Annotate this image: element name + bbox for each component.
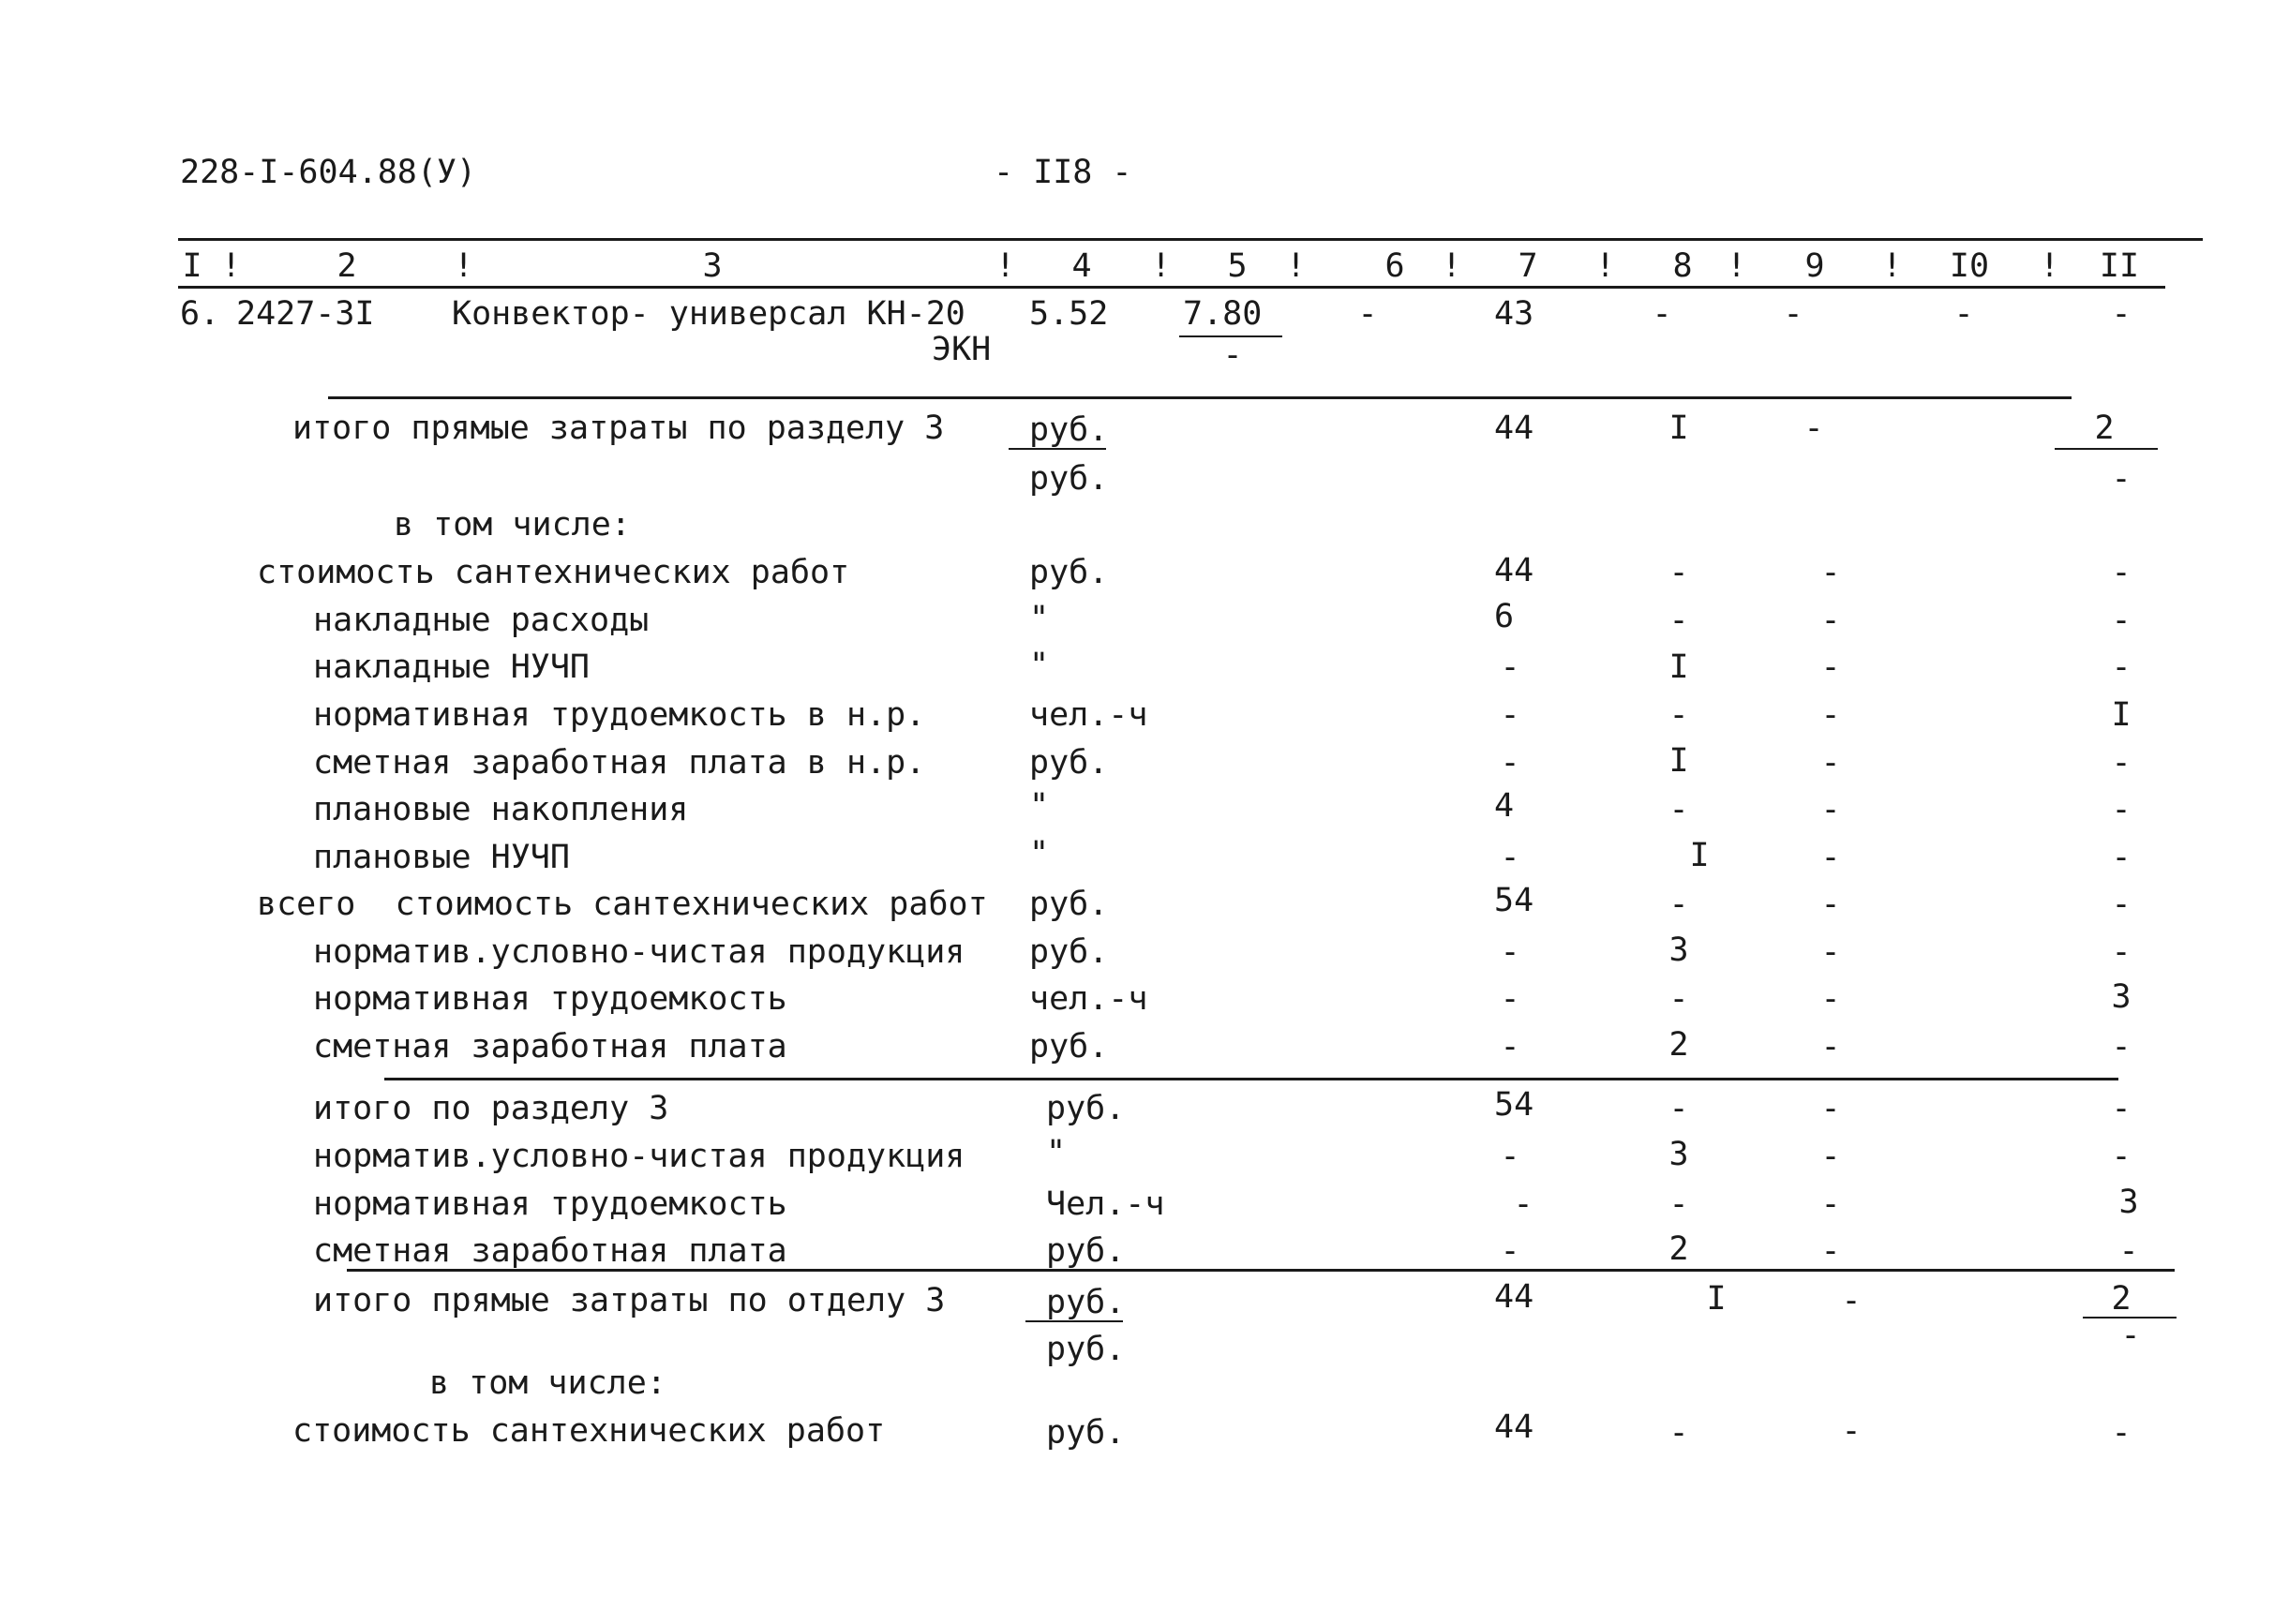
row-col11: - <box>2111 648 2132 686</box>
row-col11: - <box>2111 744 2132 782</box>
row-unit: руб. <box>1029 554 1109 591</box>
column-header-9: 9 <box>1804 247 1825 285</box>
col11-underline <box>2055 448 2158 450</box>
row-col8: - <box>1668 1185 1689 1223</box>
row-label: итого по разделу 3 <box>313 1090 669 1127</box>
row-label: сметная заработная плата в н.р. <box>313 744 926 782</box>
row-unit: руб. <box>1046 1414 1126 1452</box>
row-col9: - <box>1820 839 1841 876</box>
item-code: 2427-3I <box>236 295 375 333</box>
column-separator: ! <box>221 247 242 285</box>
row-col11: - <box>2111 602 2132 639</box>
row-unit: руб. <box>1029 460 1109 498</box>
item-col5-below: - <box>1222 336 1243 374</box>
table-top-rule <box>178 238 2203 241</box>
row-unit: руб. <box>1046 1232 1126 1270</box>
row-col9: - <box>1820 886 1841 923</box>
row-label: стоимость сантехнических работ <box>292 1412 886 1450</box>
row-col11: 2 <box>2111 1280 2132 1318</box>
item-col11: - <box>2111 295 2132 333</box>
item-col7: 43 <box>1494 295 1534 333</box>
column-separator: ! <box>1595 247 1616 285</box>
row-col8: I <box>1668 742 1689 780</box>
row-col9: - <box>1820 1185 1841 1223</box>
row-col9: - <box>1820 791 1841 828</box>
row-col8: 2 <box>1668 1026 1689 1064</box>
row-col8: - <box>1668 886 1689 923</box>
item-col5: 7.80 <box>1183 295 1263 333</box>
row-label: норматив.условно-чистая продукция <box>313 933 965 971</box>
row-col9: - <box>1820 1028 1841 1065</box>
row-unit: " <box>1029 647 1050 684</box>
row-col9: - <box>1841 1412 1862 1450</box>
row-col9: - <box>1803 410 1824 447</box>
column-header-2: 2 <box>337 247 357 285</box>
row-col7: - <box>1500 1138 1520 1175</box>
row-label: сметная заработная плата <box>313 1232 787 1270</box>
column-header-7: 7 <box>1518 247 1538 285</box>
row-col9: - <box>1820 648 1841 686</box>
row-label: всего стоимость сантехнических работ <box>257 886 988 923</box>
row-label: итого прямые затраты по отделу 3 <box>313 1282 946 1319</box>
row-col8: - <box>1668 696 1689 734</box>
row-unit: " <box>1029 600 1050 637</box>
row-col9: - <box>1820 1138 1841 1175</box>
row-col8: - <box>1668 791 1689 828</box>
row-unit: Чел.-ч <box>1046 1185 1165 1223</box>
row-col8: - <box>1668 980 1689 1018</box>
item-col9: - <box>1783 295 1803 333</box>
column-header-6: 6 <box>1384 247 1405 285</box>
row-col8: I <box>1689 837 1710 874</box>
row-col7: - <box>1500 696 1520 734</box>
row-label: плановые НУЧП <box>313 839 570 876</box>
row-col8: 3 <box>1668 931 1689 969</box>
row-col9: - <box>1820 1232 1841 1270</box>
row-col9: - <box>1820 602 1841 639</box>
row-col11: - <box>2118 1232 2139 1270</box>
row-unit: руб. <box>1046 1331 1126 1368</box>
row-col8: - <box>1668 554 1689 591</box>
column-separator: ! <box>2040 247 2060 285</box>
row-col7: 54 <box>1494 1086 1534 1124</box>
section-divider-1 <box>328 396 2072 399</box>
item-col4: 5.52 <box>1029 295 1109 333</box>
column-header-5: 5 <box>1227 247 1248 285</box>
row-unit: чел.-ч <box>1029 696 1148 734</box>
item-col8: - <box>1652 295 1672 333</box>
row-col11: - <box>2120 1317 2141 1354</box>
row-label: плановые накопления <box>313 791 689 828</box>
row-label: накладные расходы <box>313 602 650 639</box>
row-col11: - <box>2111 460 2132 498</box>
section-divider-2 <box>384 1078 2118 1080</box>
row-col9: - <box>1820 933 1841 971</box>
row-col11: - <box>2111 1090 2132 1127</box>
section-divider-3 <box>347 1269 2175 1272</box>
page-number: - II8 - <box>994 154 1132 191</box>
row-col11: - <box>2111 1414 2132 1452</box>
row-col8: - <box>1668 1090 1689 1127</box>
column-separator: ! <box>1882 247 1903 285</box>
column-separator: ! <box>454 247 474 285</box>
row-col11: 3 <box>2118 1184 2139 1221</box>
column-separator: ! <box>1286 247 1307 285</box>
column-separator: ! <box>995 247 1016 285</box>
row-col9: - <box>1841 1282 1862 1319</box>
row-col11: I <box>2111 696 2132 734</box>
row-col11: - <box>2111 791 2132 828</box>
row-col11: - <box>2111 1138 2132 1175</box>
row-unit: руб. <box>1046 1090 1126 1127</box>
row-label: итого прямые затраты по разделу 3 <box>292 410 945 447</box>
row-col8: 2 <box>1668 1230 1689 1268</box>
unit-underline <box>1025 1320 1123 1322</box>
row-unit: " <box>1029 787 1050 825</box>
row-label: сметная заработная плата <box>313 1028 787 1065</box>
column-separator: ! <box>1442 247 1462 285</box>
row-col8: - <box>1668 1414 1689 1452</box>
row-col7: 4 <box>1494 787 1515 825</box>
item-name: Конвектор- универсал КН-20 <box>452 295 965 333</box>
row-col11: - <box>2111 933 2132 971</box>
row-col8: 3 <box>1668 1136 1689 1173</box>
column-separator: ! <box>1151 247 1172 285</box>
column-separator: ! <box>1727 247 1747 285</box>
row-col8: - <box>1668 602 1689 639</box>
row-col7: - <box>1500 980 1520 1018</box>
row-label: нормативная трудоемкость <box>313 1185 787 1223</box>
row-unit: " <box>1029 835 1050 872</box>
item-number: 6. <box>180 295 220 333</box>
row-col9: - <box>1820 1090 1841 1127</box>
item-name-suffix: ЭКН <box>932 331 992 368</box>
row-col9: - <box>1820 696 1841 734</box>
row-col7: - <box>1500 839 1520 876</box>
row-col7: 44 <box>1494 410 1534 447</box>
row-label: норматив.условно-чистая продукция <box>313 1138 965 1175</box>
row-col7: 44 <box>1494 1278 1534 1316</box>
row-label: стоимость сантехнических работ <box>257 554 850 591</box>
row-col7: - <box>1500 1232 1520 1270</box>
document-code: 228-I-604.88(У) <box>180 154 477 191</box>
row-unit: руб. <box>1029 744 1109 782</box>
column-header-11: II <box>2099 247 2140 285</box>
row-col7: - <box>1500 648 1520 686</box>
row-col7: - <box>1500 933 1520 971</box>
row-col7: 6 <box>1494 598 1515 635</box>
row-col7: - <box>1500 744 1520 782</box>
row-unit: руб. <box>1029 886 1109 923</box>
row-subheading: в том числе: <box>394 506 631 544</box>
header-bottom-rule <box>178 286 2165 289</box>
row-col8: I <box>1706 1280 1727 1318</box>
column-header-1: I <box>182 247 202 285</box>
item-col10: - <box>1953 295 1974 333</box>
row-col11: - <box>2111 886 2132 923</box>
row-unit: руб. <box>1046 1284 1126 1321</box>
item-col6: - <box>1357 295 1378 333</box>
row-col9: - <box>1820 554 1841 591</box>
row-col9: - <box>1820 980 1841 1018</box>
row-col11: - <box>2111 839 2132 876</box>
row-unit: чел.-ч <box>1029 980 1148 1018</box>
column-header-8: 8 <box>1672 247 1693 285</box>
row-label: нормативная трудоемкость <box>313 980 787 1018</box>
column-header-10: I0 <box>1949 247 1990 285</box>
row-col11: 3 <box>2111 978 2132 1016</box>
row-col7: 54 <box>1494 882 1534 919</box>
row-unit: руб. <box>1029 411 1109 449</box>
row-label: накладные НУЧП <box>313 648 591 686</box>
row-col7: 44 <box>1494 552 1534 589</box>
row-label: нормативная трудоемкость в н.р. <box>313 696 926 734</box>
row-col8: I <box>1668 648 1689 686</box>
row-col7: - <box>1513 1185 1533 1223</box>
row-col9: - <box>1820 744 1841 782</box>
column-header-4: 4 <box>1071 247 1092 285</box>
unit-underline <box>1009 448 1106 450</box>
row-unit: руб. <box>1029 933 1109 971</box>
row-col8: I <box>1668 410 1689 447</box>
row-subheading: в том числе: <box>429 1364 666 1402</box>
row-col7: 44 <box>1494 1408 1534 1446</box>
row-col7: - <box>1500 1028 1520 1065</box>
column-header-3: 3 <box>702 247 723 285</box>
row-col11: - <box>2111 554 2132 591</box>
row-col11: - <box>2111 1028 2132 1065</box>
row-col11: 2 <box>2094 410 2115 447</box>
row-unit: руб. <box>1029 1028 1109 1065</box>
row-unit: " <box>1046 1134 1067 1171</box>
